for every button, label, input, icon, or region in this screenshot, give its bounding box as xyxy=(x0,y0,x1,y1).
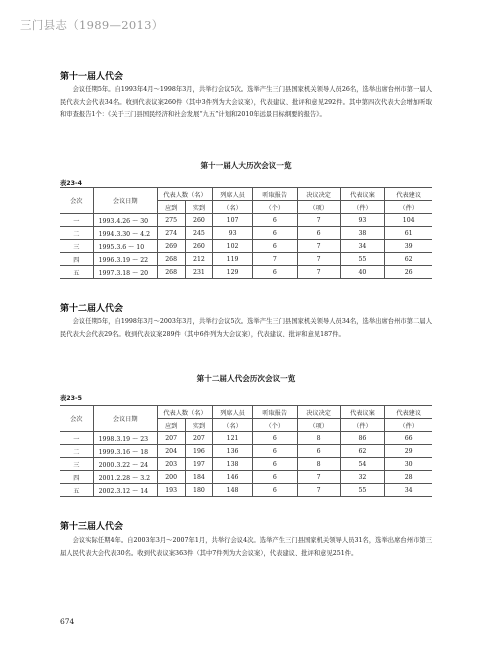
cell-session: 二 xyxy=(60,445,93,458)
sessions-table-12th xyxy=(60,405,432,497)
cell-resolutions: 6 xyxy=(297,445,340,458)
header-resolutions-unit: （项） xyxy=(297,419,340,432)
section-paragraph-11th: 会议任期5年。自1993年4月～1998年3月，共举行会议5次。选举产生三门县国家机关领导人员26名，选举出席台州市第一届人民代表大会代表34名。收到代表议案260件（其中3件列为大会议案），代表建议、批评和意见292件。其中第四次代表大会增加听取和审查报告1个：《关于三门县国民经济和社会发展“九五”计划和2010年远景目标纲要的报告》。 xyxy=(60,86,432,119)
cell-attend: 193 xyxy=(157,484,185,497)
cell-suggestions: 104 xyxy=(385,214,432,227)
running-head: 三门县志（1989—2013） xyxy=(20,18,164,32)
section-title-13th: 第十三届人代会 xyxy=(60,522,124,532)
cell-motions: 40 xyxy=(340,266,385,279)
header-motions: 代表议案 xyxy=(340,406,385,419)
cell-session: 五 xyxy=(60,266,93,279)
header-suggestions: 代表建议 xyxy=(385,188,432,201)
table-row xyxy=(60,266,432,279)
cell-motions: 38 xyxy=(340,227,385,240)
cell-nonvoting: 148 xyxy=(213,484,253,497)
cell-attend: 268 xyxy=(157,253,185,266)
cell-date: 1999.3.16 ～ 18 xyxy=(93,445,157,458)
cell-actual: 212 xyxy=(185,253,213,266)
header-motions-unit: （件） xyxy=(340,201,385,214)
cell-attend: 207 xyxy=(157,432,185,445)
header-resolutions: 决议决定 xyxy=(297,188,340,201)
header-nonvoting-unit: （名） xyxy=(213,419,253,432)
cell-motions: 32 xyxy=(340,471,385,484)
cell-resolutions: 7 xyxy=(297,471,340,484)
cell-session: 一 xyxy=(60,214,93,227)
cell-suggestions: 28 xyxy=(385,471,432,484)
header-resolutions-unit: （项） xyxy=(297,201,340,214)
table-row xyxy=(60,484,432,497)
cell-suggestions: 26 xyxy=(385,266,432,279)
cell-nonvoting: 146 xyxy=(213,471,253,484)
cell-session: 二 xyxy=(60,227,93,240)
cell-suggestions: 39 xyxy=(385,240,432,253)
cell-actual: 184 xyxy=(185,471,213,484)
header-date: 会议日期 xyxy=(93,188,157,214)
table-row xyxy=(60,227,432,240)
cell-actual: 197 xyxy=(185,458,213,471)
header-suggestions-unit: （件） xyxy=(385,419,432,432)
header-delegates: 代表人数（名） xyxy=(157,188,213,201)
cell-nonvoting: 102 xyxy=(213,240,253,253)
table-title-12th: 第十二届人代会历次会议一览 xyxy=(196,374,296,383)
cell-reports: 6 xyxy=(252,432,297,445)
cell-motions: 34 xyxy=(340,240,385,253)
cell-attend: 275 xyxy=(157,214,185,227)
cell-motions: 93 xyxy=(340,214,385,227)
cell-suggestions: 62 xyxy=(385,253,432,266)
cell-attend: 200 xyxy=(157,471,185,484)
table-row xyxy=(60,240,432,253)
cell-reports: 6 xyxy=(252,214,297,227)
header-resolutions: 决议决定 xyxy=(297,406,340,419)
header-reports: 听取报告 xyxy=(252,188,297,201)
cell-session: 五 xyxy=(60,484,93,497)
cell-nonvoting: 93 xyxy=(213,227,253,240)
cell-suggestions: 61 xyxy=(385,227,432,240)
cell-actual: 207 xyxy=(185,432,213,445)
header-reports-unit: （个） xyxy=(252,419,297,432)
cell-motions: 86 xyxy=(340,432,385,445)
cell-attend: 268 xyxy=(157,266,185,279)
cell-date: 2002.3.12 ～ 14 xyxy=(93,484,157,497)
cell-reports: 6 xyxy=(252,484,297,497)
cell-resolutions: 8 xyxy=(297,432,340,445)
cell-suggestions: 30 xyxy=(385,458,432,471)
cell-resolutions: 7 xyxy=(297,214,340,227)
cell-date: 2001.2.28 ～ 3.2 xyxy=(93,471,157,484)
header-nonvoting: 列席人员 xyxy=(213,188,253,201)
table-label-12th: 表23-5 xyxy=(60,395,83,402)
cell-session: 一 xyxy=(60,432,93,445)
cell-actual: 180 xyxy=(185,484,213,497)
table-title-11th: 第十一届人大历次会议一览 xyxy=(200,161,292,170)
header-attend: 应到 xyxy=(157,419,185,432)
header-session: 会次 xyxy=(60,406,93,432)
section-title-12th: 第十二届人代会 xyxy=(60,304,124,314)
cell-nonvoting: 121 xyxy=(213,432,253,445)
cell-nonvoting: 136 xyxy=(213,445,253,458)
cell-attend: 203 xyxy=(157,458,185,471)
cell-motions: 62 xyxy=(340,445,385,458)
cell-motions: 55 xyxy=(340,484,385,497)
table-row xyxy=(60,432,432,445)
table-row xyxy=(60,253,432,266)
cell-actual: 260 xyxy=(185,214,213,227)
header-attend: 应到 xyxy=(157,201,185,214)
cell-session: 四 xyxy=(60,253,93,266)
cell-reports: 6 xyxy=(252,445,297,458)
header-motions-unit: （件） xyxy=(340,419,385,432)
cell-session: 三 xyxy=(60,458,93,471)
cell-motions: 54 xyxy=(340,458,385,471)
cell-motions: 55 xyxy=(340,253,385,266)
cell-date: 2000.3.22 ～ 24 xyxy=(93,458,157,471)
table-row xyxy=(60,445,432,458)
header-reports: 听取报告 xyxy=(252,406,297,419)
cell-resolutions: 7 xyxy=(297,484,340,497)
cell-actual: 260 xyxy=(185,240,213,253)
cell-reports: 7 xyxy=(252,253,297,266)
cell-session: 三 xyxy=(60,240,93,253)
cell-attend: 269 xyxy=(157,240,185,253)
header-actual: 实到 xyxy=(185,201,213,214)
header-nonvoting-unit: （名） xyxy=(213,201,253,214)
cell-actual: 245 xyxy=(185,227,213,240)
cell-resolutions: 6 xyxy=(297,227,340,240)
cell-reports: 6 xyxy=(252,227,297,240)
header-suggestions-unit: （件） xyxy=(385,201,432,214)
header-date: 会议日期 xyxy=(93,406,157,432)
cell-attend: 204 xyxy=(157,445,185,458)
header-nonvoting: 列席人员 xyxy=(213,406,253,419)
cell-nonvoting: 119 xyxy=(213,253,253,266)
header-reports-unit: （个） xyxy=(252,201,297,214)
cell-reports: 6 xyxy=(252,458,297,471)
table-row xyxy=(60,458,432,471)
cell-reports: 6 xyxy=(252,471,297,484)
cell-resolutions: 7 xyxy=(297,253,340,266)
cell-nonvoting: 138 xyxy=(213,458,253,471)
cell-nonvoting: 107 xyxy=(213,214,253,227)
section-paragraph-12th: 会议任期5年，自1998年3月～2003年3月，共举行会议5次。选举产生三门县国家机关领导人员34名，选举出席台州市第二届人民代表大会代表29名。收到代表议案289件（其中6件列为大会议案），代表建议、批评和意见187件。 xyxy=(60,318,432,338)
cell-date: 1995.3.6 ～ 10 xyxy=(93,240,157,253)
cell-reports: 6 xyxy=(252,266,297,279)
cell-suggestions: 34 xyxy=(385,484,432,497)
sessions-table-11th xyxy=(60,187,432,279)
cell-resolutions: 8 xyxy=(297,458,340,471)
cell-nonvoting: 129 xyxy=(213,266,253,279)
cell-actual: 196 xyxy=(185,445,213,458)
cell-session: 四 xyxy=(60,471,93,484)
cell-resolutions: 7 xyxy=(297,240,340,253)
cell-resolutions: 7 xyxy=(297,266,340,279)
table-row xyxy=(60,471,432,484)
cell-date: 1994.3.30 ～ 4.2 xyxy=(93,227,157,240)
table-label-11th: 表23-4 xyxy=(60,180,83,187)
header-session: 会次 xyxy=(60,188,93,214)
cell-reports: 6 xyxy=(252,240,297,253)
header-motions: 代表议案 xyxy=(340,188,385,201)
header-suggestions: 代表建议 xyxy=(385,406,432,419)
section-title-11th: 第十一届人代会 xyxy=(60,72,124,82)
cell-suggestions: 29 xyxy=(385,445,432,458)
header-actual: 实到 xyxy=(185,419,213,432)
page-number: 674 xyxy=(60,617,75,626)
cell-date: 1997.3.18 ～ 20 xyxy=(93,266,157,279)
cell-date: 1993.4.26 ～ 30 xyxy=(93,214,157,227)
cell-suggestions: 66 xyxy=(385,432,432,445)
cell-date: 1996.3.19 ～ 22 xyxy=(93,253,157,266)
section-paragraph-13th: 会议实际任期4年。自2003年3月～2007年1月，共举行会议4次。选举产生三门县国家机关领导人员31名，选举出席台州市第三届人民代表大会代表30名。收到代表议案363件（其中7件列为大会议案），代表建议、批评和意见251件。 xyxy=(60,537,432,557)
cell-attend: 274 xyxy=(157,227,185,240)
header-delegates: 代表人数（名） xyxy=(157,406,213,419)
table-row xyxy=(60,214,432,227)
cell-actual: 231 xyxy=(185,266,213,279)
cell-date: 1998.3.19 ～ 23 xyxy=(93,432,157,445)
